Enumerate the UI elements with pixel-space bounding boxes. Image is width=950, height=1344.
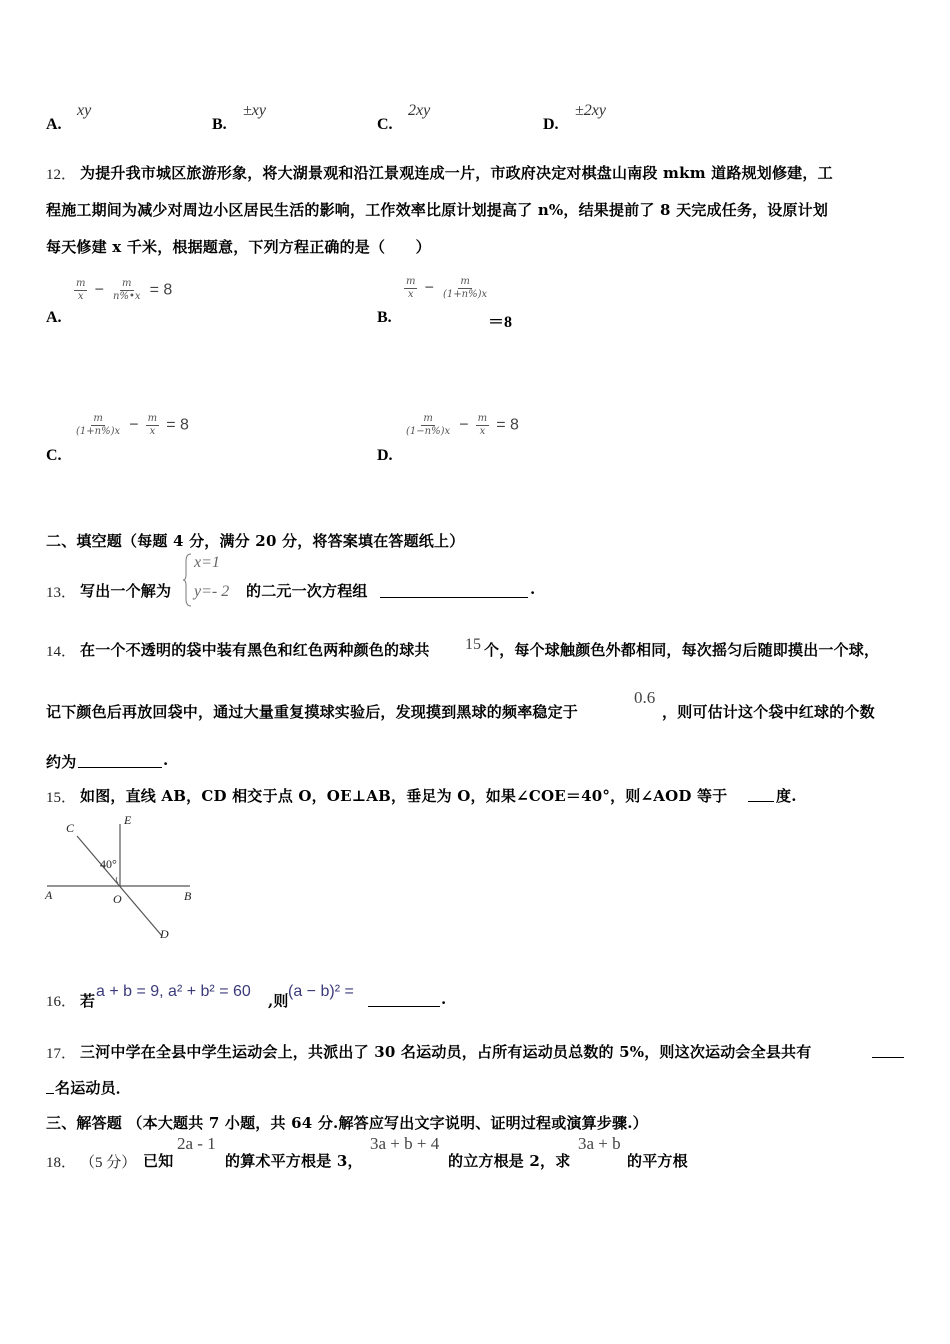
q15-number: 15． [46,790,77,806]
q14-line2-b: ，则可估计这个袋中红球的个数 [662,703,875,721]
label-c: C [66,821,75,835]
q16-end: . [441,990,447,1008]
label-o: O [113,892,122,906]
q17-answer-blank-part1[interactable] [872,1041,904,1058]
q11-option-d-label: D. [543,116,559,133]
q18-t4: 的平方根 [627,1152,688,1170]
q12-option-d-equation: $\frac{m}{(1-n\%)x}$ − $\frac{m}{x}$ = 8 [406,413,519,437]
q13-prefix: 写出一个解为 [80,582,172,600]
q12-text-line1: 为提升我市城区旅游形象，将大湖景观和沿江景观连成一片，市政府决定对棋盘山南段 mkm 道路规划修建，工 [80,164,833,182]
q12-number: 12． [46,167,77,183]
q13-number: 13． [46,585,77,601]
q16-prefix: 若 [80,992,96,1010]
q15-answer-blank[interactable] [748,785,774,802]
q18-t1: 已知 [143,1152,174,1170]
q14-end: . [163,751,169,769]
q17-answer-blank-part2[interactable] [46,1077,54,1094]
q11-option-b-label: B. [212,116,227,133]
q15-geometry-diagram [40,810,210,945]
q13-eq1: x=1 [194,554,220,571]
q13-suffix: 的二元一次方程组 [246,582,368,600]
q17-number: 17． [46,1046,77,1062]
q14-answer-blank[interactable] [78,751,162,768]
q18-expr-2: 3a + b + 4 [370,1134,440,1153]
q18-t2: 的算术平方根是 3， [225,1152,363,1170]
q13-brace-icon [183,553,193,607]
q16-ask: (a − b)² = [288,983,354,1000]
q13-end: . [530,580,536,598]
q18-expr-1: 2a - 1 [177,1134,216,1153]
q12-option-c-equation: $\frac{m}{(1+n\%)x}$ − $\frac{m}{x}$ = 8 [76,413,189,437]
q11-option-b-expr: ±xy [243,102,266,119]
q12-option-d-label: D. [377,447,393,464]
q15-text: 如图，直线 AB，CD 相交于点 O，OE⊥AB，垂足为 O，如果∠COE＝40°，则∠AOD 等于 [80,787,728,805]
section-3-heading: 三、解答题 （本大题共 7 小题，共 64 分.解答应写出文字说明、证明过程或演算步骤.） [46,1114,648,1132]
q16-given: a + b = 9, a² + b² = 60 [96,983,251,1000]
q14-number: 14． [46,644,77,660]
label-a: A [45,888,53,902]
q14-frequency: 0.6 [634,688,656,707]
q16-mid: ,则 [268,992,289,1010]
q12-option-b-rhs: ＝8 [488,314,513,331]
q12-option-c-label: C. [46,447,62,464]
q12-option-a-label: A. [46,309,62,326]
q17-line1: 三河中学在全县中学生运动会上，共派出了 30 名运动员，占所有运动员总数的 5%，则这次运动会全县共有 [80,1043,812,1061]
q11-option-a-label: A. [46,116,62,133]
q11-option-d-expr: ±2xy [575,102,606,119]
q16-number: 16． [46,994,77,1010]
label-e: E [124,813,132,827]
q15-suffix: 度. [776,787,797,805]
q12-option-b-equation: $\frac{m}{x}$ − $\frac{m}{(1+n\%)x}$ [406,276,488,300]
q17-line2: 名运动员． [55,1079,132,1097]
q14-line3: 约为 [46,753,77,771]
q11-option-c-label: C. [377,116,393,133]
q11-option-a-expr: xy [77,102,92,119]
q14-line1-a: 在一个不透明的袋中装有黑色和红色两种颜色的球共 [80,641,430,659]
q11-option-c-expr: 2xy [408,102,431,119]
q18-t3: 的立方根是 2，求 [448,1152,571,1170]
q12-text-line2: 程施工期间为减少对周边小区居民生活的影响，工作效率比原计划提高了 n%，结果提前了 8 天完成任务，设原计划 [46,201,829,219]
q13-eq2: y=‐ 2 [194,583,230,600]
q13-answer-blank[interactable] [380,580,528,598]
q14-ball-count: 15 [465,636,481,653]
q12-option-a-equation: $\frac{m}{x}$ − $\frac{m}{n\%•x}$ = 8 [76,278,173,302]
q12-text-line3: 每天修建 x 千米，根据题意，下列方程正确的是（ ） [46,238,431,256]
label-d: D [160,927,169,941]
q18-expr-3: 3a + b [578,1134,621,1153]
q18-number: 18． [46,1155,77,1171]
label-b: B [184,889,192,903]
q16-answer-blank[interactable] [368,990,440,1007]
q14-line1-b: 个，每个球触颜色外都相同，每次摇匀后随即摸出一个球， [484,641,880,659]
q18-points: （5 分） [80,1155,137,1171]
angle-label: 40° [100,857,117,871]
q12-option-b-label: B. [377,309,392,326]
section-2-heading: 二、填空题（每题 4 分，满分 20 分，将答案填在答题纸上） [46,532,465,550]
q14-line2-a: 记下颜色后再放回袋中，通过大量重复摸球实验后，发现摸到黑球的频率稳定于 [46,703,579,721]
